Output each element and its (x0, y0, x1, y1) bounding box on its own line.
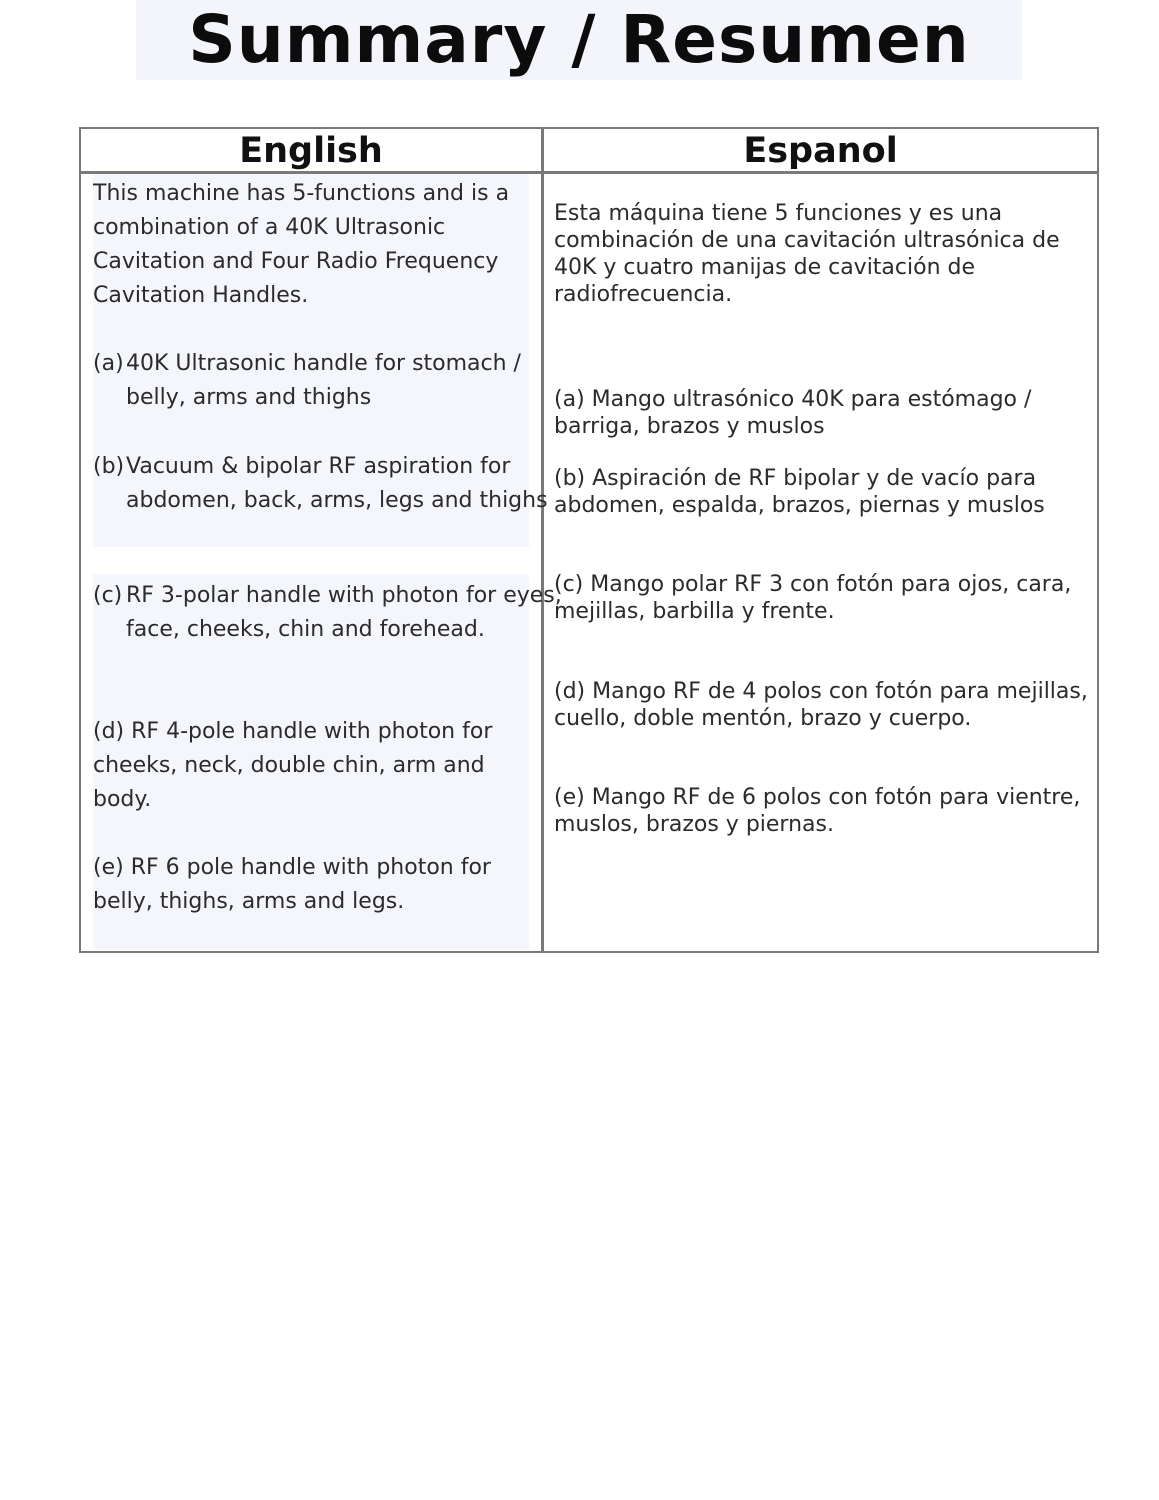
header-english: English (239, 131, 383, 171)
spanish-intro: Esta máquina tiene 5 funciones y es una combinación de una cavitación ultrasónica de 40K y cuatro manijas de cavitación de radiofrecuencia. (554, 201, 1060, 307)
spanish-item-c: (c) Mango polar RF 3 con fotón para ojos, cara, mejillas, barbilla y frente. (554, 572, 1072, 624)
english-item-c-label: (c) (93, 583, 123, 608)
english-item-c (93, 579, 571, 647)
english-item-c-text: RF 3-polar handle with photon for eyes, face, cheeks, chin and forehead. (126, 583, 562, 642)
page-title: Summary / Resumen (188, 1, 970, 78)
english-item-e-text: RF 6 pole handle with photon for belly, thighs, arms and legs. (93, 855, 491, 914)
english-item-d (93, 715, 538, 817)
english-item-e (93, 851, 538, 919)
spanish-item-d: (d) Mango RF de 4 polos con fotón para mejillas, cuello, doble mentón, brazo y cuerpo. (554, 679, 1088, 731)
english-item-d-label: (d) (93, 719, 125, 744)
spanish-item-a: (a) Mango ultrasónico 40K para estómago / barriga, brazos y muslos (554, 387, 1032, 439)
english-item-a (93, 347, 571, 415)
header-spanish: Espanol (743, 131, 898, 171)
summary-table (79, 127, 1099, 953)
column-divider (541, 129, 544, 951)
english-item-b (93, 450, 571, 518)
english-item-e-label: (e) (93, 855, 124, 880)
spanish-item-e: (e) Mango RF de 6 polos con fotón para vientre, muslos, brazos y piernas. (554, 785, 1081, 837)
english-item-a-text: 40K Ultrasonic handle for stomach / belly, arms and thighs (126, 351, 521, 410)
english-item-a-label: (a) (93, 351, 124, 376)
spanish-item-b: (b) Aspiración de RF bipolar y de vacío para abdomen, espalda, brazos, piernas y muslos (554, 466, 1045, 518)
english-item-d-text: RF 4-pole handle with photon for cheeks, neck, double chin, arm and body. (93, 719, 493, 812)
english-intro: This machine has 5-functions and is a combination of a 40K Ultrasonic Cavitation and Four Radio Frequency Cavitation Handles. (93, 181, 510, 308)
english-item-b-text: Vacuum & bipolar RF aspiration for abdomen, back, arms, legs and thighs (126, 454, 548, 513)
english-item-b-label: (b) (93, 454, 125, 479)
header-divider (81, 171, 1097, 174)
